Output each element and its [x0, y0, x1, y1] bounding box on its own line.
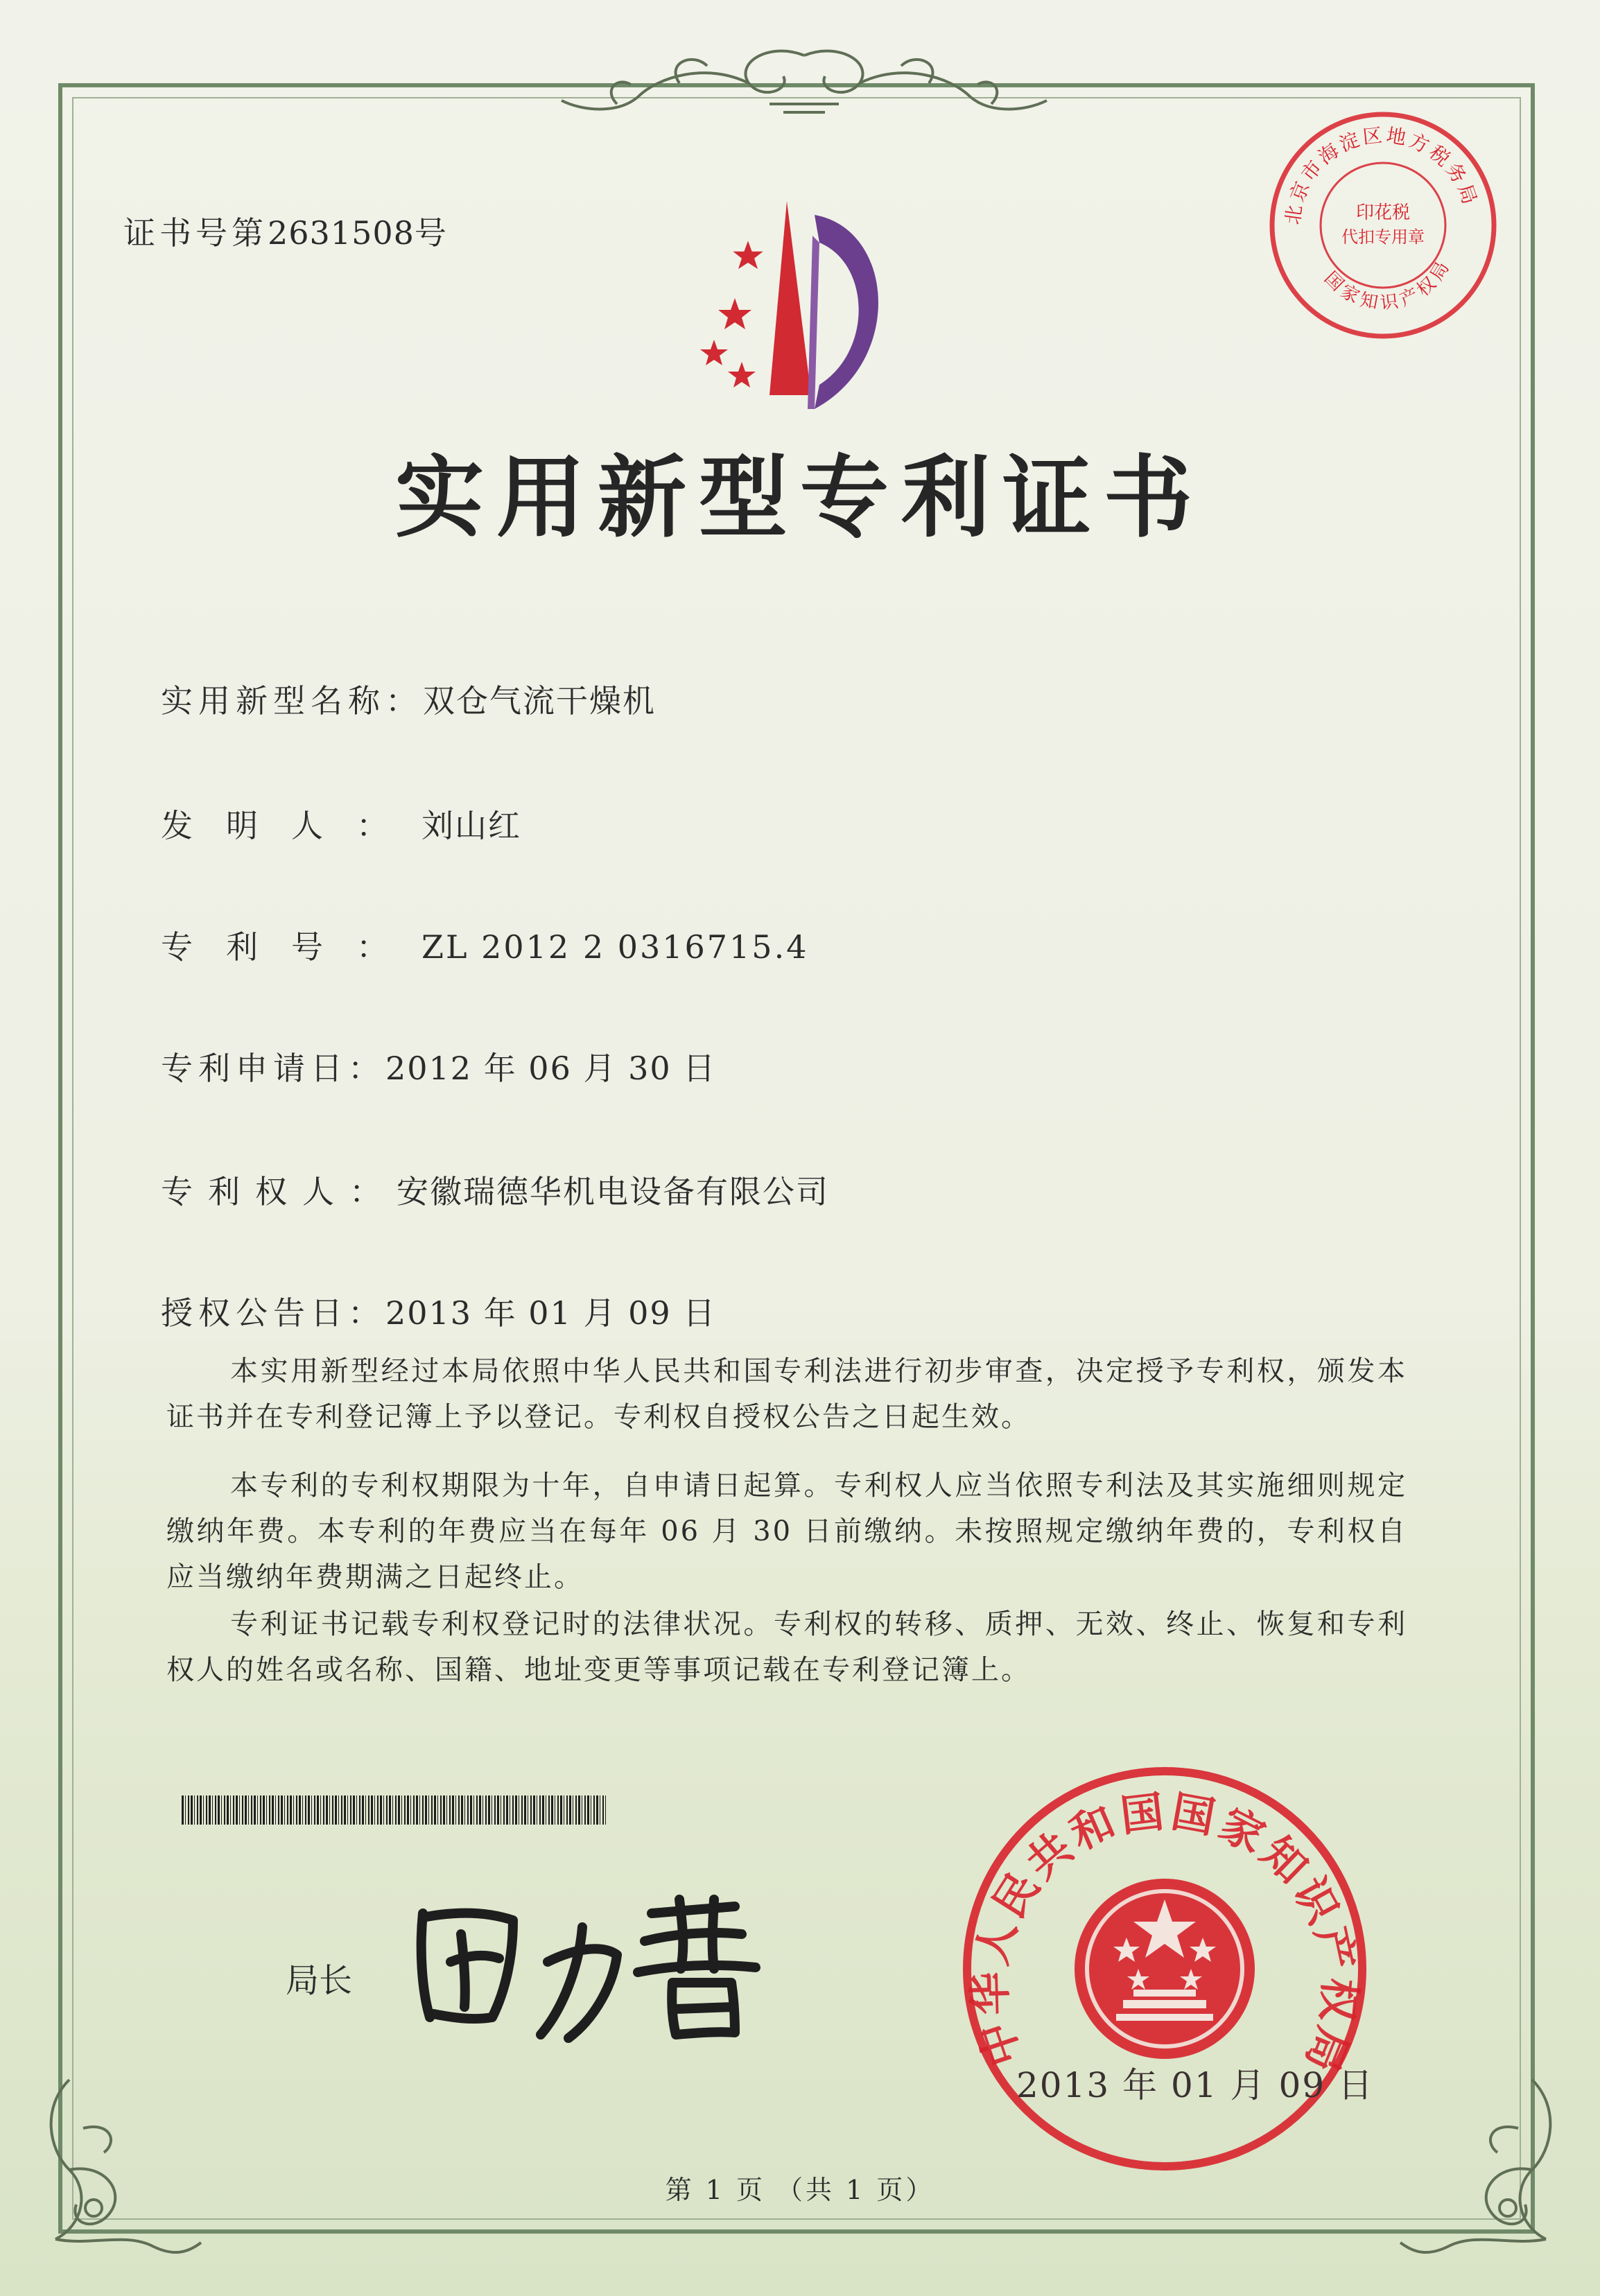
paragraph-term: 本专利的专利权期限为十年，自申请日起算。专利权人应当依照专利法及其实施细则规定缴纳年费。本专利的年费应当在每年 06 月 30 日前缴纳。未按照规定缴纳年费的，专利权自应当缴纳年费期满之日起终止。	[166, 1470, 1407, 1593]
tax-stamp-outer-text: 北京市海淀区地方税务局	[1281, 123, 1483, 226]
tax-stamp-line2: 代扣专用章	[1341, 227, 1425, 247]
field-label: 专利号：	[161, 928, 421, 966]
paragraph-legal-status: 专利证书记载专利权登记时的法律状况。专利权的转移、质押、无效、终止、恢复和专利权人的姓名或名称、国籍、地址变更等事项记载在专利登记簿上。	[166, 1608, 1407, 1686]
national-emblem-icon	[1075, 1879, 1255, 2059]
certificate-number-label: 证书号第	[123, 214, 268, 252]
tax-stamp-line1: 印花税	[1355, 202, 1411, 223]
page-title: 实用新型专利证书	[394, 446, 1205, 550]
tax-stamp	[1262, 104, 1504, 347]
field-value: 刘山红	[421, 807, 521, 844]
certificate-number-value: 2631508	[268, 214, 415, 252]
barcode	[182, 1795, 606, 1825]
director-label: 局长	[286, 1961, 353, 2000]
director-signature	[409, 1886, 769, 2045]
patent-office-logo	[666, 201, 943, 430]
field-label: 专利权人：	[161, 1173, 397, 1210]
page-number: 第 1 页 （共 1 页）	[665, 2175, 935, 2205]
field-inventor	[161, 801, 521, 846]
field-value: 2013 年 01 月 09 日	[385, 1294, 717, 1332]
field-value: 2012 年 06 月 30 日	[385, 1050, 717, 1087]
seal-date: 2013 年 01 月 09 日	[1016, 2065, 1374, 2105]
field-patentee	[161, 1167, 829, 1212]
field-value: ZL 2012 2 0316715.4	[421, 928, 809, 966]
field-label: 授权公告日：	[161, 1294, 385, 1332]
tax-stamp-bottom-text: 国家知识产权局	[1320, 254, 1456, 315]
field-filing-date	[161, 1043, 716, 1089]
field-label: 实用新型名称：	[161, 682, 423, 720]
state-seal	[957, 1761, 1373, 2177]
certificate-number	[123, 208, 451, 254]
certificate-number-suffix: 号	[414, 214, 451, 252]
field-value: 双仓气流干燥机	[423, 682, 656, 720]
field-label: 发明人：	[161, 807, 421, 844]
field-patent-number	[161, 922, 808, 968]
field-label: 专利申请日：	[161, 1050, 385, 1087]
svg-text:国家知识产权局	[1320, 255, 1456, 315]
field-value: 安徽瑞德华机电设备有限公司	[397, 1173, 829, 1210]
top-ornament	[541, 35, 1068, 132]
field-model-name	[161, 676, 656, 722]
field-grant-date	[161, 1288, 716, 1334]
seal-ring-text: 中华人民共和国国家知识产权局	[964, 1785, 1366, 2083]
paragraph-examination: 本实用新型经过本局依照中华人民共和国专利法进行初步审查，决定授予专利权，颁发本证书并在专利登记簿上予以登记。专利权自授权公告之日起生效。	[166, 1355, 1407, 1433]
